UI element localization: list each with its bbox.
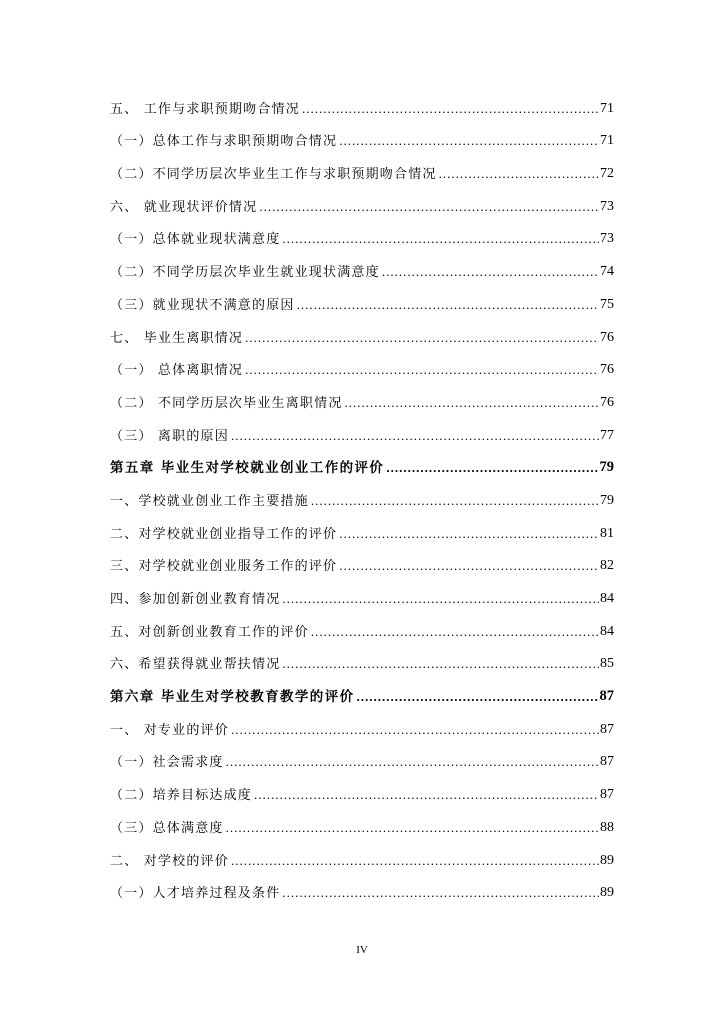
toc-entry[interactable] xyxy=(110,313,614,346)
toc-entry-title: （一）总体就业现状满意度 xyxy=(110,232,281,248)
toc-entry-title: （三） 离职的原因 xyxy=(110,428,229,444)
dot-leader xyxy=(259,199,599,215)
toc-entry[interactable] xyxy=(110,117,614,150)
toc-entry-title: （二）不同学历层次毕业生工作与求职预期吻合情况 xyxy=(110,167,437,183)
dot-leader xyxy=(231,722,599,738)
dot-leader xyxy=(311,624,599,640)
toc-entry[interactable] xyxy=(110,770,614,803)
toc-chapter-title: 第五章 毕业生对学校就业创业工作的评价 xyxy=(110,460,385,477)
toc-entry-title: 五、 工作与求职预期吻合情况 xyxy=(110,101,300,117)
dot-leader xyxy=(282,885,599,901)
toc-entry-title: （一）社会需求度 xyxy=(110,755,224,771)
dot-leader xyxy=(245,330,599,346)
dot-leader xyxy=(386,460,598,476)
toc-page-number: 89 xyxy=(600,885,614,901)
toc-entry[interactable] xyxy=(110,542,614,575)
toc-entry-title: （二）培养目标达成度 xyxy=(110,788,253,804)
toc-entry[interactable] xyxy=(110,280,614,313)
toc-entry-title: 二、对学校就业创业指导工作的评价 xyxy=(110,526,338,542)
toc-page-number: 74 xyxy=(600,264,614,280)
toc-chapter-title: 第六章 毕业生对学校教育教学的评价 xyxy=(110,689,355,706)
dot-leader xyxy=(226,820,599,836)
toc-entry-title: （一）总体工作与求职预期吻合情况 xyxy=(110,134,338,150)
toc-entry[interactable] xyxy=(110,346,614,379)
toc-page-number: 84 xyxy=(600,591,614,606)
toc-entry-title: （二）不同学历层次毕业生就业现状满意度 xyxy=(110,265,380,281)
toc-page-number: 85 xyxy=(600,656,614,672)
dot-leader xyxy=(302,101,599,117)
dot-leader xyxy=(282,591,599,607)
dot-leader xyxy=(226,754,599,770)
toc-entry-title: 三、对学校就业创业服务工作的评价 xyxy=(110,559,338,575)
toc-entry[interactable] xyxy=(110,869,614,902)
dot-leader xyxy=(231,428,599,444)
dot-leader xyxy=(439,166,599,182)
toc-entry[interactable] xyxy=(110,182,614,215)
toc-page-number: 76 xyxy=(600,394,614,410)
dot-leader xyxy=(282,656,599,672)
toc-chapter-entry[interactable] xyxy=(110,672,614,705)
dot-leader xyxy=(282,231,599,247)
toc-entry-title: 一、 对专业的评价 xyxy=(110,722,229,738)
toc-entry[interactable] xyxy=(110,640,614,673)
dot-leader xyxy=(231,853,599,869)
toc-entry-title: 二、 对学校的评价 xyxy=(110,853,229,869)
toc-entry-title: （一） 总体离职情况 xyxy=(110,363,244,379)
dot-leader xyxy=(339,133,599,149)
page-footer-number: IV xyxy=(356,944,368,956)
toc-page-number: 79 xyxy=(600,492,614,508)
toc-page-number: 73 xyxy=(600,231,614,247)
toc-entry-title: 七、 毕业生离职情况 xyxy=(110,330,244,346)
toc-entry[interactable] xyxy=(110,215,614,248)
toc-entry-title: （二） 不同学历层次毕业生离职情况 xyxy=(110,395,343,411)
dot-leader xyxy=(339,526,599,542)
dot-leader xyxy=(382,264,599,280)
toc-entry[interactable] xyxy=(110,149,614,182)
toc-entry-title: （一）人才培养过程及条件 xyxy=(110,886,281,902)
toc-entry[interactable] xyxy=(110,574,614,607)
toc-page-number: 84 xyxy=(600,623,614,639)
toc-entry[interactable] xyxy=(110,607,614,640)
toc-entry-title: 一、学校就业创业工作主要措施 xyxy=(110,493,309,509)
toc-page-number: 87 xyxy=(599,688,614,705)
toc-entry-title: （三）总体满意度 xyxy=(110,820,224,836)
toc-entry[interactable] xyxy=(110,803,614,836)
dot-leader xyxy=(245,362,599,378)
toc-entry[interactable] xyxy=(110,705,614,738)
toc-chapter-entry[interactable] xyxy=(110,444,614,477)
toc-page-number: 81 xyxy=(600,525,614,541)
dot-leader xyxy=(254,787,599,803)
toc-entry[interactable] xyxy=(110,836,614,869)
toc-page-number: 79 xyxy=(599,459,614,476)
toc-entry[interactable] xyxy=(110,247,614,280)
toc-entry[interactable] xyxy=(110,84,614,117)
toc-page-number: 71 xyxy=(600,133,614,149)
toc-entry[interactable] xyxy=(110,738,614,771)
dot-leader xyxy=(339,558,599,574)
toc-entry-title: 六、 就业现状评价情况 xyxy=(110,199,258,215)
toc-entry-title: 六、希望获得就业帮扶情况 xyxy=(110,657,281,673)
toc-page-number: 88 xyxy=(600,819,614,835)
toc-entry[interactable] xyxy=(110,378,614,411)
toc-entry[interactable] xyxy=(110,509,614,542)
toc-page-number: 71 xyxy=(600,100,614,116)
toc-page-number: 76 xyxy=(600,329,614,345)
dot-leader xyxy=(297,297,599,313)
toc-page-number: 72 xyxy=(600,166,614,182)
dot-leader xyxy=(357,689,599,705)
dot-leader xyxy=(311,493,599,509)
toc-entry-title: 四、参加创新创业教育情况 xyxy=(110,592,281,607)
toc-page-number: 87 xyxy=(600,754,614,770)
toc-page-number: 75 xyxy=(600,296,614,312)
toc-page-number: 73 xyxy=(600,198,614,214)
toc-entry[interactable] xyxy=(110,411,614,444)
toc-entry[interactable] xyxy=(110,476,614,509)
toc-entry-title: （三）就业现状不满意的原因 xyxy=(110,297,295,313)
toc-entry-title: 五、对创新创业教育工作的评价 xyxy=(110,624,309,640)
toc-page-number: 87 xyxy=(600,787,614,803)
dot-leader xyxy=(345,395,599,411)
table-of-contents xyxy=(110,84,614,901)
toc-page-number: 76 xyxy=(600,362,614,378)
toc-page-number: 82 xyxy=(600,558,614,574)
toc-page-number: 77 xyxy=(600,427,614,443)
toc-page-number: 89 xyxy=(600,852,614,868)
toc-page-number: 87 xyxy=(600,721,614,737)
